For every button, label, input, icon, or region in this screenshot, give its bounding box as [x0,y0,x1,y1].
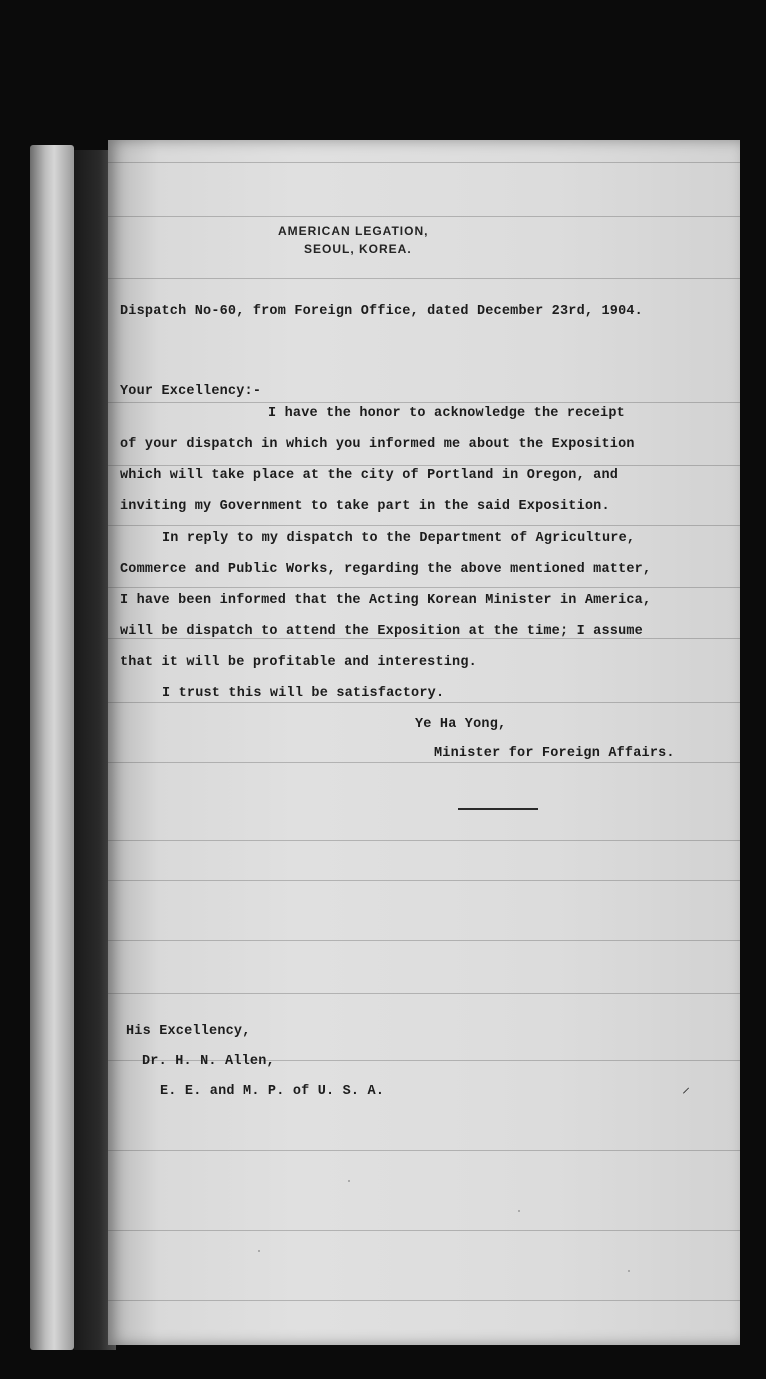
film-edge-strip [30,145,74,1350]
salutation: Your Excellency:- [120,384,262,399]
body-line-6: Commerce and Public Works, regarding the above mentioned matter, [120,562,652,577]
body-line-7: I have been informed that the Acting Korean Minister in America, [120,593,652,608]
dispatch-subject: Dispatch No-60, from Foreign Office, dated December 23rd, 1904. [120,304,643,319]
divider-line [458,808,538,810]
body-line-9: that it will be profitable and interesting. [120,655,477,670]
body-line-4: inviting my Government to take part in the said Exposition. [120,499,610,514]
addressee-line-3: E. E. and M. P. of U. S. A. [160,1084,385,1099]
body-line-2: of your dispatch in which you informed me about the Exposition [120,437,635,452]
body-line-1: I have the honor to acknowledge the receipt [268,406,625,421]
pencil-mark: ⸍ [682,1086,691,1104]
signature-name: Ye Ha Yong, [415,717,507,732]
addressee-line-1: His Excellency, [126,1024,251,1039]
body-line-10: I trust this will be satisfactory. [162,686,445,701]
letter-page [108,140,740,1345]
letterhead-line-2: SEOUL, KOREA. [304,242,412,256]
body-line-8: will be dispatch to attend the Exposition at the time; I assume [120,624,643,639]
addressee-line-2: Dr. H. N. Allen, [142,1054,275,1069]
signature-title: Minister for Foreign Affairs. [434,746,675,761]
letterhead-line-1: AMERICAN LEGATION, [278,224,429,238]
body-line-3: which will take place at the city of Portland in Oregon, and [120,468,619,483]
body-line-5: In reply to my dispatch to the Department of Agriculture, [162,531,636,546]
